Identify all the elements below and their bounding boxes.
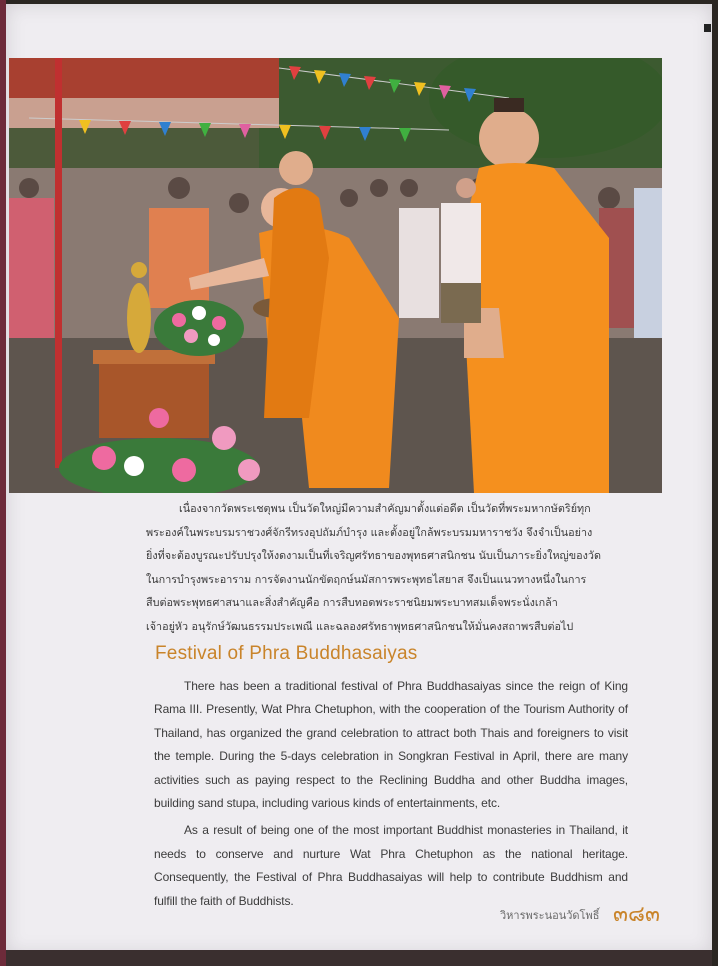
thai-line: เนื่องจากวัดพระเชตุพน เป็นวัดใหญ่มีความสำคัญมาตั้งแต่อดีต เป็นวัดที่พระมหากษัตริย์ทุก [179,502,591,515]
page-number: ๓๘๓ [613,902,661,927]
book-page [6,4,712,954]
corner-mark [704,24,711,32]
section-heading: Festival of Phra Buddhasaiyas [155,643,418,664]
page-bottom-edge [6,950,712,966]
running-title: วิหารพระนอนวัดโพธิ์ [500,909,600,922]
thai-line: สืบต่อพระพุทธศาสนาและสิ่งสำคัญคือ การสืบทอดพระราชนิยมพระบาทสมเด็จพระนั่งเกล้า [146,596,558,610]
festival-photo [9,58,662,493]
english-paragraph: As a result of being one of the most important Buddhist monasteries in Thailand, it needs to conserve and nurture Wat Phra Chetuphon as the national heritage. Consequently, the Festival of Phra Buddhasaiyas will help to contribute Buddhism and fulfill the faith of Buddhists. [154,823,628,908]
thai-line: ยิ่งที่จะต้องบูรณะปรับปรุงให้งดงามเป็นที่เจริญศรัทธาของพุทธศาสนิกชน นับเป็นภาระยิ่งใหญ่ของวัด [146,549,601,563]
thai-line: พระองค์ในพระบรมราชวงศ์จักรีทรงอุปถัมภ์บำรุง และตั้งอยู่ใกล้พระบรมมหาราชวัง จึงจำเป็นอย่าง [146,525,593,539]
photo-illustration [9,58,662,493]
thai-line: ในการบำรุงพระอาราม การจัดงานนักขัตฤกษ์นมัสการพระพุทธไสยาส จึงเป็นแนวทางหนึ่งในการ [146,572,587,586]
english-body [154,675,628,917]
thai-line: เจ้าอยู่หัว อนุรักษ์วัฒนธรรมประเพณี และฉลองศรัทธาพุทธศาสนิกชนให้มั่นคงสถาพรสืบต่อไป [146,619,574,633]
thai-paragraph [146,497,638,639]
english-paragraph: There has been a traditional festival of Phra Buddhasaiyas since the reign of King Rama III. Presently, Wat Phra Chetuphon, with the cooperation of the Tourism Authority of Thailand, has organized the grand celebration to attract both Thais and foreigners to visit the temple. During the 5-days celebration in Songkran Festival in April, there are many activities such as paying respect to the Reclining Buddha and other Buddha images, building sand stupa, including various kinds of entertainments, etc. [154,679,628,811]
